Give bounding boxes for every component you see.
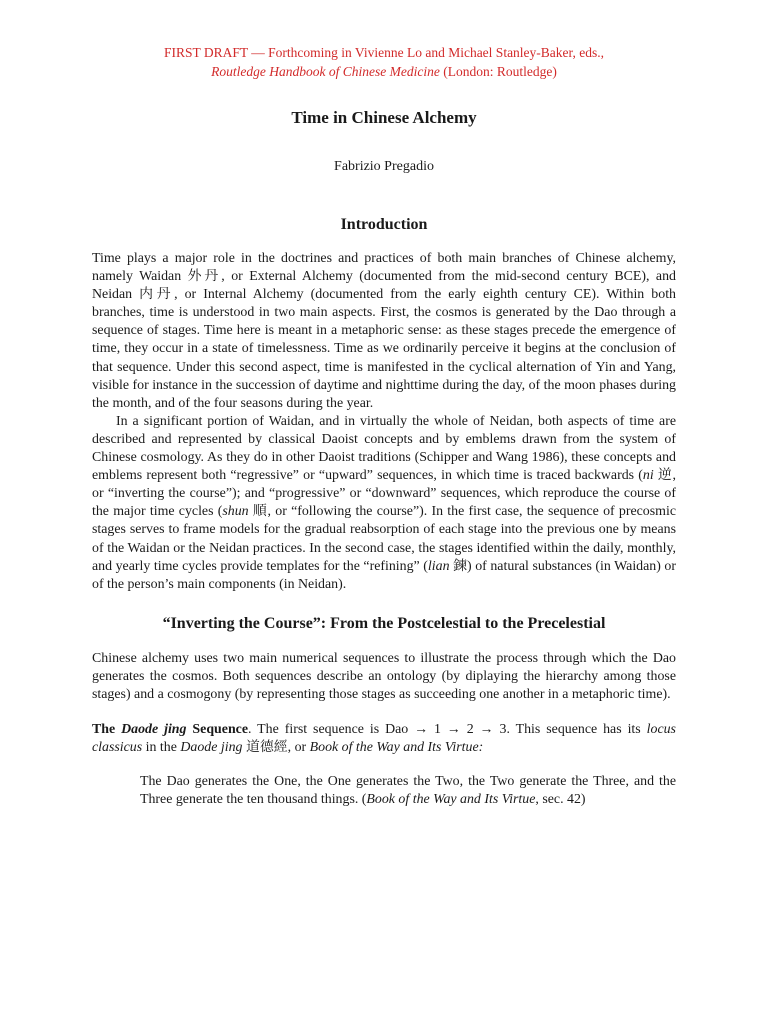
paper-title: Time in Chinese Alchemy bbox=[291, 108, 477, 127]
intro-paragraph-2 bbox=[92, 413, 676, 594]
section-2-heading: “Inverting the Course”: From the Postcelestial to the Precelestial bbox=[162, 614, 606, 632]
subsection-lead bbox=[92, 722, 248, 737]
author-name: Fabrizio Pregadio bbox=[334, 159, 434, 174]
term-locus-classicus: locus classicus bbox=[92, 722, 676, 756]
section-2-paragraph-2 bbox=[92, 721, 676, 757]
text-run: 鍊) of natural substances (in Waidan) or of the person’s main components (in Neidan). bbox=[92, 558, 676, 592]
term-ni: ni bbox=[642, 468, 654, 484]
text-run: Sequence bbox=[186, 722, 248, 738]
handbook-title: Routledge Handbook of Chinese Medicine bbox=[211, 64, 440, 79]
text-run: 順, or “following the course”). In the first case, the sequence of precosmic stages serves to frame models for the gradual reabsorption of each stage into the previous one by means of the Waidan or the Neidan practices. In the second case, the stages identified within the daily, monthly, and yearly time cycles provide templates for the “refining” ( bbox=[92, 504, 676, 574]
text-run: 逆, or “inverting the course”); and “progressive” or “downward” sequences, which reproduce the course of the major time cycles ( bbox=[92, 468, 676, 520]
section-2-paragraph-1: Chinese alchemy uses two main numerical sequences to illustrate the process through which the Dao generates the cosmos. Both sequences describe an ontology (by diplaying the hierarchy among those stages) and a cosmogony (by representing those stages as succeeding one another in a metaphoric time). bbox=[92, 650, 676, 702]
text-run: 道德經, or bbox=[242, 740, 310, 756]
text-run: , sec. 42) bbox=[535, 792, 586, 808]
text-run: The Dao generates the One, the One generates the Two, the Two generate the Three, and the Three generate the ten thousand things. ( bbox=[140, 774, 676, 808]
publisher: (London: Routledge) bbox=[439, 64, 557, 79]
intro-paragraph-1: Time plays a major role in the doctrines and practices of both main branches of Chinese alchemy, namely Waidan 外丹, or External Alchemy (documented from the mid-second century BCE), and Neidan 内丹, or Internal Alchemy (documented from the early eighth century CE). Within both branches, time is understood in two main aspects. First, the cosmos is generated by the Dao through a sequence of stages. Time here is meant in a metaphoric sense: as these stages precede the emergence of time, they occur in a state of timelessness. Time as we ordinarily perceive it begins at the conclusion of that sequence. Under this second aspect, time is manifested in the cyclical alternation of Yin and Yang, visible for instance in the succession of daytime and nighttime during the day, of the moon phases during the month, and of the four seasons during the year. bbox=[92, 251, 676, 411]
text-run: in the bbox=[142, 740, 181, 756]
introduction-heading: Introduction bbox=[340, 216, 428, 233]
text-run: . The first sequence is Dao → 1 → 2 → 3. This sequence has its bbox=[248, 722, 647, 738]
draft-line-2 bbox=[92, 62, 676, 81]
draft-line-1: FIRST DRAFT — Forthcoming in Vivienne Lo and Michael Stanley-Baker, eds., bbox=[164, 45, 604, 60]
term-book-title: Book of the Way and Its Virtue bbox=[366, 792, 536, 808]
text-run: The bbox=[92, 722, 122, 738]
draft-notice bbox=[92, 0, 676, 81]
term-lian: lian bbox=[427, 558, 450, 574]
term-book-title: Book of the Way and Its Virtue: bbox=[309, 740, 484, 756]
term-daode-jing: Daode jing bbox=[121, 722, 187, 738]
block-quote bbox=[140, 773, 676, 809]
text-run: In a significant portion of Waidan, and in virtually the whole of Neidan, both aspects of time are described and represented by classical Daoist concepts and by emblems drawn from the system of Chinese cosmology. As they do in other Daoist traditions (Schipper and Wang 1986), these concepts and emblems represent both “regressive” or “upward” sequences, in which time is traced backwards ( bbox=[92, 413, 676, 484]
term-shun: shun bbox=[222, 504, 249, 520]
term-daode-jing: Daode jing bbox=[180, 740, 243, 756]
